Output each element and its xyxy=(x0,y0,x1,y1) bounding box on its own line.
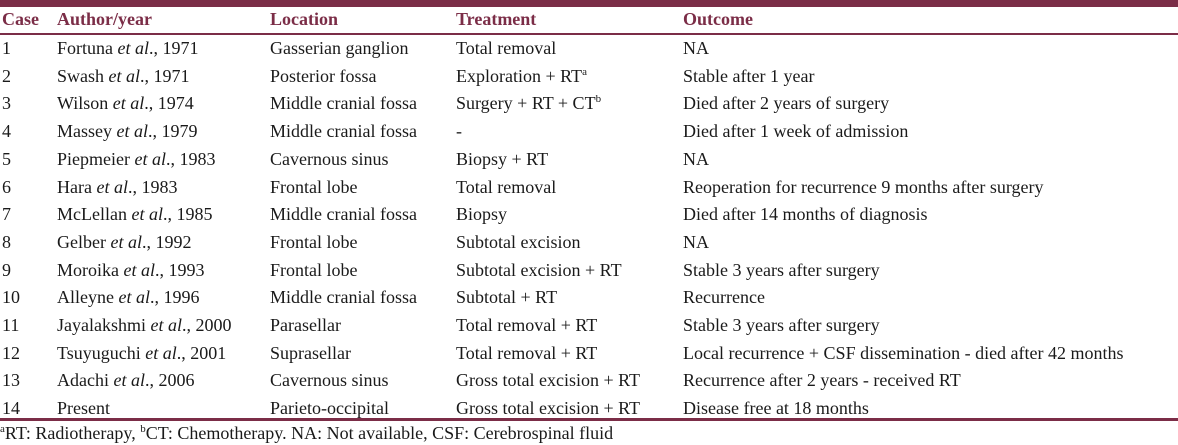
cell-outcome xyxy=(681,201,1178,229)
outcome-text: Disease free at 18 months xyxy=(683,398,869,419)
cell-author-year xyxy=(55,340,268,368)
cell-location xyxy=(268,118,454,146)
outcome-text: NA xyxy=(683,148,709,169)
table-row xyxy=(0,229,1178,257)
header-location: Location xyxy=(270,8,339,29)
table-row xyxy=(0,257,1178,285)
case-number: 9 xyxy=(2,259,11,280)
location-text: Middle cranial fossa xyxy=(270,287,417,308)
author-year: ., 1979 xyxy=(148,121,198,142)
location-text: Frontal lobe xyxy=(270,231,358,252)
location-text: Parasellar xyxy=(270,315,341,336)
location-text: Parieto-occipital xyxy=(270,398,389,419)
cell-case xyxy=(0,340,55,368)
cell-case xyxy=(0,367,55,395)
case-number: 8 xyxy=(2,231,11,252)
case-number: 12 xyxy=(2,342,20,363)
cell-location xyxy=(268,33,454,63)
treatment-superscript: b xyxy=(595,93,602,106)
cell-location xyxy=(268,63,454,91)
cell-author-year xyxy=(55,257,268,285)
treatment-text: Total removal + RT xyxy=(456,315,598,336)
treatment-text: Total removal + RT xyxy=(456,342,598,363)
cell-author-year xyxy=(55,201,268,229)
cell-outcome xyxy=(681,284,1178,312)
author-name: Tsuyuguchi xyxy=(57,342,141,363)
author-etal: et al xyxy=(123,259,155,280)
author-name: Adachi xyxy=(57,370,109,391)
author-year: ., 1983 xyxy=(127,176,178,197)
author-year: ., 1971 xyxy=(140,65,190,86)
case-number: 10 xyxy=(2,287,20,308)
cell-treatment xyxy=(454,201,681,229)
author-etal: et al xyxy=(116,121,148,142)
case-number: 14 xyxy=(2,398,20,419)
header-outcome: Outcome xyxy=(683,8,753,29)
cell-author-year xyxy=(55,33,268,63)
author-etal: et al xyxy=(134,148,166,169)
cell-location xyxy=(268,284,454,312)
cell-case xyxy=(0,33,55,63)
outcome-text: Recurrence xyxy=(683,287,765,308)
cell-case xyxy=(0,201,55,229)
author-year: ., 1996 xyxy=(149,287,200,308)
cell-outcome xyxy=(681,174,1178,202)
outcome-text: Stable after 1 year xyxy=(683,65,815,86)
cell-treatment xyxy=(454,118,681,146)
cell-treatment xyxy=(454,257,681,285)
cell-location xyxy=(268,367,454,395)
location-text: Middle cranial fossa xyxy=(270,204,417,225)
cell-author-year xyxy=(55,63,268,91)
location-text: Cavernous sinus xyxy=(270,148,389,169)
author-name: Fortuna xyxy=(57,38,113,58)
author-year: ., 2000 xyxy=(181,315,232,336)
header-case: Case xyxy=(2,8,39,29)
cell-treatment xyxy=(454,284,681,312)
table-row xyxy=(0,118,1178,146)
cell-author-year xyxy=(55,284,268,312)
table-row xyxy=(0,174,1178,202)
cell-case xyxy=(0,174,55,202)
cell-case xyxy=(0,118,55,146)
location-text: Frontal lobe xyxy=(270,176,358,197)
cell-author-year xyxy=(55,146,268,174)
author-etal: et al xyxy=(96,176,128,197)
author-etal: et al xyxy=(112,93,145,114)
treatment-text: Total removal xyxy=(456,176,557,197)
author-year: ., 1985 xyxy=(162,204,213,225)
cell-case xyxy=(0,284,55,312)
cell-case xyxy=(0,90,55,118)
treatment-superscript: a xyxy=(582,65,587,78)
table-row xyxy=(0,284,1178,312)
case-number: 1 xyxy=(2,38,11,58)
outcome-text: Stable 3 years after surgery xyxy=(683,259,880,280)
treatment-text: Exploration + RT xyxy=(456,65,583,86)
cell-author-year xyxy=(55,174,268,202)
author-etal: et al xyxy=(110,231,142,252)
cell-location xyxy=(268,201,454,229)
cell-location xyxy=(268,146,454,174)
header-treatment: Treatment xyxy=(456,8,537,29)
location-text: Posterior fossa xyxy=(270,65,377,86)
cell-location xyxy=(268,312,454,340)
outcome-text: Stable 3 years after surgery xyxy=(683,315,880,336)
outcome-text: Local recurrence + CSF dissemination - died after 42 months xyxy=(683,342,1124,363)
case-number: 4 xyxy=(2,121,11,142)
cell-case xyxy=(0,312,55,340)
author-year: ., 1993 xyxy=(155,259,205,280)
cell-author-year xyxy=(55,229,268,257)
location-text: Frontal lobe xyxy=(270,259,358,280)
cell-treatment xyxy=(454,340,681,368)
cell-treatment xyxy=(454,33,681,63)
author-year: ., 1983 xyxy=(165,148,216,169)
cell-outcome xyxy=(681,146,1178,174)
author-name: Massey xyxy=(57,121,112,142)
author-year: ., 2006 xyxy=(144,370,195,391)
cell-outcome xyxy=(681,118,1178,146)
table-row xyxy=(0,312,1178,340)
cell-treatment xyxy=(454,63,681,91)
author-name: Hara xyxy=(57,176,92,197)
cell-outcome xyxy=(681,257,1178,285)
header-author-year: Author/year xyxy=(57,8,152,29)
cell-outcome xyxy=(681,312,1178,340)
location-text: Gasserian ganglion xyxy=(270,38,409,58)
author-name: Moroika xyxy=(57,259,119,280)
case-number: 7 xyxy=(2,204,11,225)
cell-case xyxy=(0,146,55,174)
table-row xyxy=(0,63,1178,91)
cell-outcome xyxy=(681,63,1178,91)
cell-outcome xyxy=(681,367,1178,395)
table-row xyxy=(0,201,1178,229)
cell-location xyxy=(268,90,454,118)
treatment-text: Surgery + RT + CT xyxy=(456,93,596,114)
table-body xyxy=(0,33,1178,423)
author-name: McLellan xyxy=(57,204,127,225)
treatment-text: Biopsy + RT xyxy=(456,148,549,169)
case-table xyxy=(0,4,1178,423)
location-text: Middle cranial fossa xyxy=(270,121,417,142)
cell-treatment xyxy=(454,367,681,395)
header-row xyxy=(0,4,1178,33)
author-etal: et al xyxy=(118,287,150,308)
author-name: Jayalakshmi xyxy=(57,315,146,336)
treatment-text: - xyxy=(456,121,462,142)
location-text: Middle cranial fossa xyxy=(270,93,417,114)
footnote xyxy=(0,423,613,444)
outcome-text: Died after 14 months of diagnosis xyxy=(683,204,928,225)
author-name: Piepmeier xyxy=(57,148,130,169)
cell-treatment xyxy=(454,90,681,118)
outcome-text: Died after 1 week of admission xyxy=(683,121,909,142)
case-number: 5 xyxy=(2,148,11,169)
author-etal: et al xyxy=(117,38,149,58)
table-row xyxy=(0,146,1178,174)
treatment-text: Subtotal excision xyxy=(456,231,581,252)
author-etal: et al xyxy=(113,370,145,391)
cell-location xyxy=(268,257,454,285)
table-row xyxy=(0,367,1178,395)
cell-case xyxy=(0,229,55,257)
cell-case xyxy=(0,63,55,91)
outcome-text: Recurrence after 2 years - received RT xyxy=(683,370,961,391)
treatment-text: Gross total excision + RT xyxy=(456,398,641,419)
bottom-rule xyxy=(0,418,1178,421)
cell-author-year xyxy=(55,367,268,395)
outcome-text: NA xyxy=(683,231,709,252)
cell-author-year xyxy=(55,118,268,146)
case-number: 11 xyxy=(2,315,20,336)
treatment-text: Subtotal excision + RT xyxy=(456,259,622,280)
cell-outcome xyxy=(681,33,1178,63)
case-number: 13 xyxy=(2,370,20,391)
author-year: ., 2001 xyxy=(176,342,227,363)
outcome-text: Reoperation for recurrence 9 months after surgery xyxy=(683,176,1044,197)
author-name: Gelber xyxy=(57,231,106,252)
author-name: Wilson xyxy=(57,93,109,114)
treatment-text: Biopsy xyxy=(456,204,508,225)
treatment-text: Subtotal + RT xyxy=(456,287,558,308)
author-year: ., 1974 xyxy=(144,93,194,114)
cell-location xyxy=(268,229,454,257)
cell-location xyxy=(268,174,454,202)
footnote-sup-a: a xyxy=(0,423,5,435)
author-etal: et al xyxy=(150,315,182,336)
cell-outcome xyxy=(681,340,1178,368)
location-text: Suprasellar xyxy=(270,342,351,363)
footnote-sup-b: b xyxy=(140,423,146,435)
treatment-text: Total removal xyxy=(456,38,557,58)
table-row xyxy=(0,340,1178,368)
location-text: Cavernous sinus xyxy=(270,370,389,391)
cell-author-year xyxy=(55,90,268,118)
author-year: ., 1971 xyxy=(149,38,199,58)
author-name: Present xyxy=(57,398,110,419)
table-row xyxy=(0,33,1178,63)
author-name: Swash xyxy=(57,65,105,86)
table-row xyxy=(0,90,1178,118)
author-etal: et al xyxy=(131,204,163,225)
case-number: 6 xyxy=(2,176,11,197)
author-name: Alleyne xyxy=(57,287,114,308)
outcome-text: NA xyxy=(683,38,709,58)
cell-outcome xyxy=(681,90,1178,118)
cell-treatment xyxy=(454,229,681,257)
author-etal: et al xyxy=(145,342,177,363)
case-number: 3 xyxy=(2,93,11,114)
cell-treatment xyxy=(454,312,681,340)
footnote-text-b: CT: Chemotherapy. NA: Not available, CSF: Cerebrospinal fluid xyxy=(145,423,614,443)
outcome-text: Died after 2 years of surgery xyxy=(683,93,890,114)
cell-treatment xyxy=(454,146,681,174)
author-year: ., 1992 xyxy=(141,231,192,252)
cell-author-year xyxy=(55,312,268,340)
cell-outcome xyxy=(681,229,1178,257)
cell-location xyxy=(268,340,454,368)
case-number: 2 xyxy=(2,65,11,86)
footnote-text-a: RT: Radiotherapy, xyxy=(4,423,141,443)
author-etal: et al xyxy=(108,65,141,86)
cell-treatment xyxy=(454,174,681,202)
cell-case xyxy=(0,257,55,285)
treatment-text: Gross total excision + RT xyxy=(456,370,641,391)
